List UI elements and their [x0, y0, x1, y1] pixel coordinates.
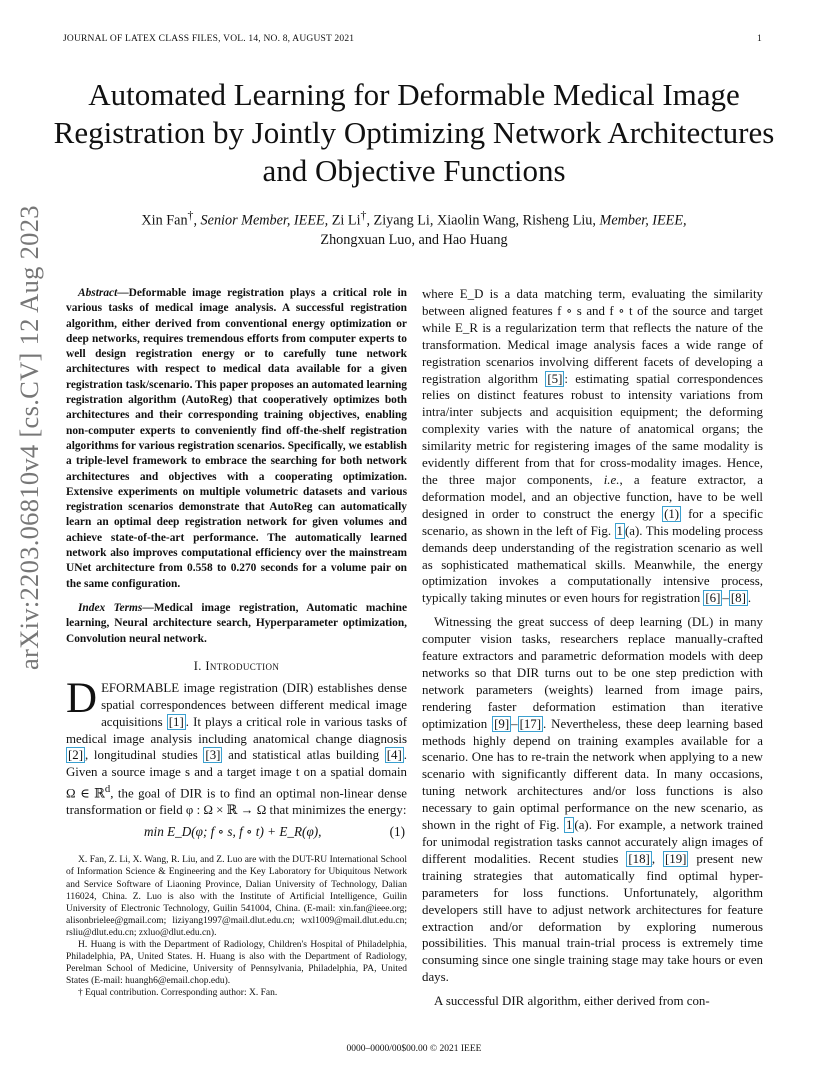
citation-link[interactable]: [9] — [494, 716, 510, 731]
citation-link[interactable]: [17] — [519, 716, 542, 731]
footnote-affiliation: X. Fan, Z. Li, X. Wang, R. Liu, and Z. Luo are with the DUT-RU International School of Information Science & Engineering and the Key Laboratory for Ubiquitous Network and Service Software of Liaoning Province, Dalian University of Technology, Dalian 116024, China. Z. Luo is also with the Institute of Artificial Intelligence, Guilin University of Electronic Technology, Guilin 541004, China. (E-mail: xin.fan@ieee.org; alisonbrielee@gmail.com; liziyang1997@mail.dlut.edu.cn; wxl1009@mail.dlut.edu.cn; rsliu@dlut.edu.cn; zxluo@dlut.edu.cn). — [66, 855, 407, 938]
equal-contribution-mark: † — [360, 208, 367, 222]
equation-body: min E_D(φ; f ∘ s, f ∘ t) + E_R(φ), — [144, 824, 322, 840]
citation-link[interactable]: [1] — [168, 714, 184, 729]
author-role: Senior Member, IEEE, — [200, 212, 329, 229]
citation-link[interactable]: [8] — [730, 591, 746, 606]
index-terms-lead: Index Terms — [78, 601, 143, 614]
author-line-1: Xin Fan†, Senior Member, IEEE, Zi Li†, Ziyang Li, Xiaolin Wang, Risheng Liu, Member, IEEE, — [141, 208, 687, 229]
arxiv-watermark: arXiv:2203.06810v4 [cs.CV] 12 Aug 2023 — [14, 205, 44, 670]
citation-link[interactable]: [18] — [628, 851, 650, 866]
citation-link[interactable]: [4] — [386, 748, 402, 763]
footnote-contribution: † Equal contribution. Corresponding author: X. Fan. — [78, 988, 278, 999]
equation-link[interactable]: (1) — [664, 506, 680, 521]
paper-title: Automated Learning for Deformable Medical Image Registration by Jointly Optimizing Network Architectures and Objective Functions — [53, 77, 775, 188]
abstract-text: —Deformable image registration plays a critical role in various tasks of medical image analysis. A successful registration algorithm, either derived from conventional energy optimization or deep networks, requires tremendous efforts from computer experts to well design registration energy or to carefully tune network architectures with respect to medical data available for a given registration task/scenario. This paper proposes an automated learning registration algorithm (AutoReg) that cooperatively optimizes both architectures and their corresponding training objectives, enabling non-computer experts to conveniently find off-the-shelf registration algorithms for various registration scenarios. Specifically, we establish a triple-level framework to embrace the searching for both network architectures and objectives with a cooperating optimization. Extensive experiments on multiple volumetric datasets and various registration scenarios demonstrate that AutoReg can automatically learn an optimal deep registration network for given volumes and achieve state-of-the-art performance. The automatically learned network also improves computational efficiency over the mainstream UNet architecture from 0.558 to 0.270 seconds for a volume pair on the same configuration. — [66, 287, 407, 590]
author-role: Member, IEEE, — [599, 212, 687, 229]
footnote-affiliation-2: H. Huang is with the Department of Radiology, Children's Hospital of Philadelphia, Philadelphia, PA, United States. H. Huang is also with the Department of Radiology, Perelman School of Medicine, University of Pennsylvania, Philadelphia, PA, United States (E-mail: huangh6@email.chop.edu). — [66, 940, 407, 987]
citation-link[interactable]: [3] — [205, 748, 221, 763]
citation-link[interactable]: [2] — [68, 748, 84, 763]
copyright-footer: 0000–0000/00$00.00 © 2021 IEEE — [346, 1044, 482, 1054]
author-list — [60, 206, 768, 250]
equation-number: (1) — [389, 824, 405, 840]
author-line-2: Zhongxuan Luo, and Hao Huang — [320, 231, 508, 248]
section-heading: I. Introduction — [193, 658, 280, 673]
right-column — [422, 286, 763, 1010]
author-name: Zi Li — [331, 212, 361, 229]
citation-link[interactable]: [19] — [664, 851, 687, 866]
body-paragraph: where E_D is a data matching term, evaluating the similarity between aligned features f ∘ s and f ∘ t of the source and target while E_R is a regularization term that reflects the nature of the transformation. Medical image analysis faces a wide range of registration scenarios involving different facets of developing a registration algorithm [5] : estimating spatial correspondences relies on distinct features robust to intensity variations from intra/inter subjects and acquisition equipment; the deforming complexity varies with the nature of anatomical organs; the similarity metric for registering images of the same modality is evidently different from that for cross-modality images. Hence, the three major components, i.e., a feature extractor, a deformation model, and an objective function, have to be well designed in order to construct the energy (1) for a specific scenario, as shown in the left of Fig. 1 (a). This modeling process demands deep understanding of the registration scenario as well as sophisticated mathematical skills. Meanwhile, the energy optimization invokes a computationally intensive process, typically taking minutes or even hours for registration [6] – [8] . — [422, 287, 764, 606]
equal-contribution-mark: † — [187, 208, 194, 222]
figure-link[interactable]: 1 — [565, 818, 573, 833]
abstract-lead: Abstract — [78, 287, 118, 299]
citation-link[interactable]: [5] — [547, 371, 563, 386]
author-names: , Ziyang Li, Xiaolin Wang, Risheng Liu, — [366, 212, 596, 229]
abstract — [66, 286, 407, 592]
figure-link[interactable]: 1 — [616, 523, 623, 538]
author-name: Xin Fan — [141, 212, 188, 229]
running-header: JOURNAL OF LATEX CLASS FILES, VOL. 14, NO. 8, AUGUST 2021 — [63, 34, 355, 44]
page-number: 1 — [757, 34, 762, 44]
equation-1 — [66, 824, 407, 846]
index-terms — [66, 601, 407, 647]
body-paragraph: Witnessing the great success of deep learning (DL) in many computer vision tasks, researchers replace manually-crafted feature extractors and parametric deformation models with deep networks so that DIR turns out to be one step prediction with network parameters (weights) learned from image pairs, rendering faster deformation estimation than iterative optimization [9] – [17] . Nevertheless, these deep learning based methods highly depend on training examples available for a scenario. One has to re-train the network when applying to a new scenario with significantly different data. In many occasions, tuning network architectures and/or loss functions is also necessary to gain optimal performance on the new scenario, as shown in the right of Fig. 1 (a). For example, a network trained for unimodal registration tasks cannot accurately align images of different modalities. Recent studies [18] , [19] present new training strategies that automatically find optimal hyper-parameters for loss functions. Unfortunately, algorithm developers still have to adjust network architectures for feature extraction and/or deformation by exploring numerous possibilities. This manual train-trial process is extremely time consuming since one single training stage may take hours or even days. — [422, 615, 764, 985]
drop-cap: D — [66, 674, 98, 722]
intro-paragraph: DEFORMABLE image registration (DIR) establishes dense spatial correspondences between different medical image acquisitions [1] . It plays a critical role in various tasks of medical image analysis including anatomical change diagnosis [2] , longitudinal studies [3] and statistical atlas building [4] . Given a source image s and a target image t on a spatial domain Ω ∈ ℝ$^d$, the goal of DIR is to find an optimal non-linear dense transformation or field φ : Ω × ℝ → Ω that minimizes the energy: — [66, 674, 407, 818]
citation-link[interactable]: [6] — [705, 591, 721, 606]
index-terms-text: —Medical image registration, Automatic machine learning, Neural architecture search, Hyperparameter optimization, Convolution neural network. — [66, 601, 407, 645]
left-column — [66, 286, 407, 1000]
body-paragraph: A successful DIR algorithm, either derived from con- — [434, 994, 710, 1009]
